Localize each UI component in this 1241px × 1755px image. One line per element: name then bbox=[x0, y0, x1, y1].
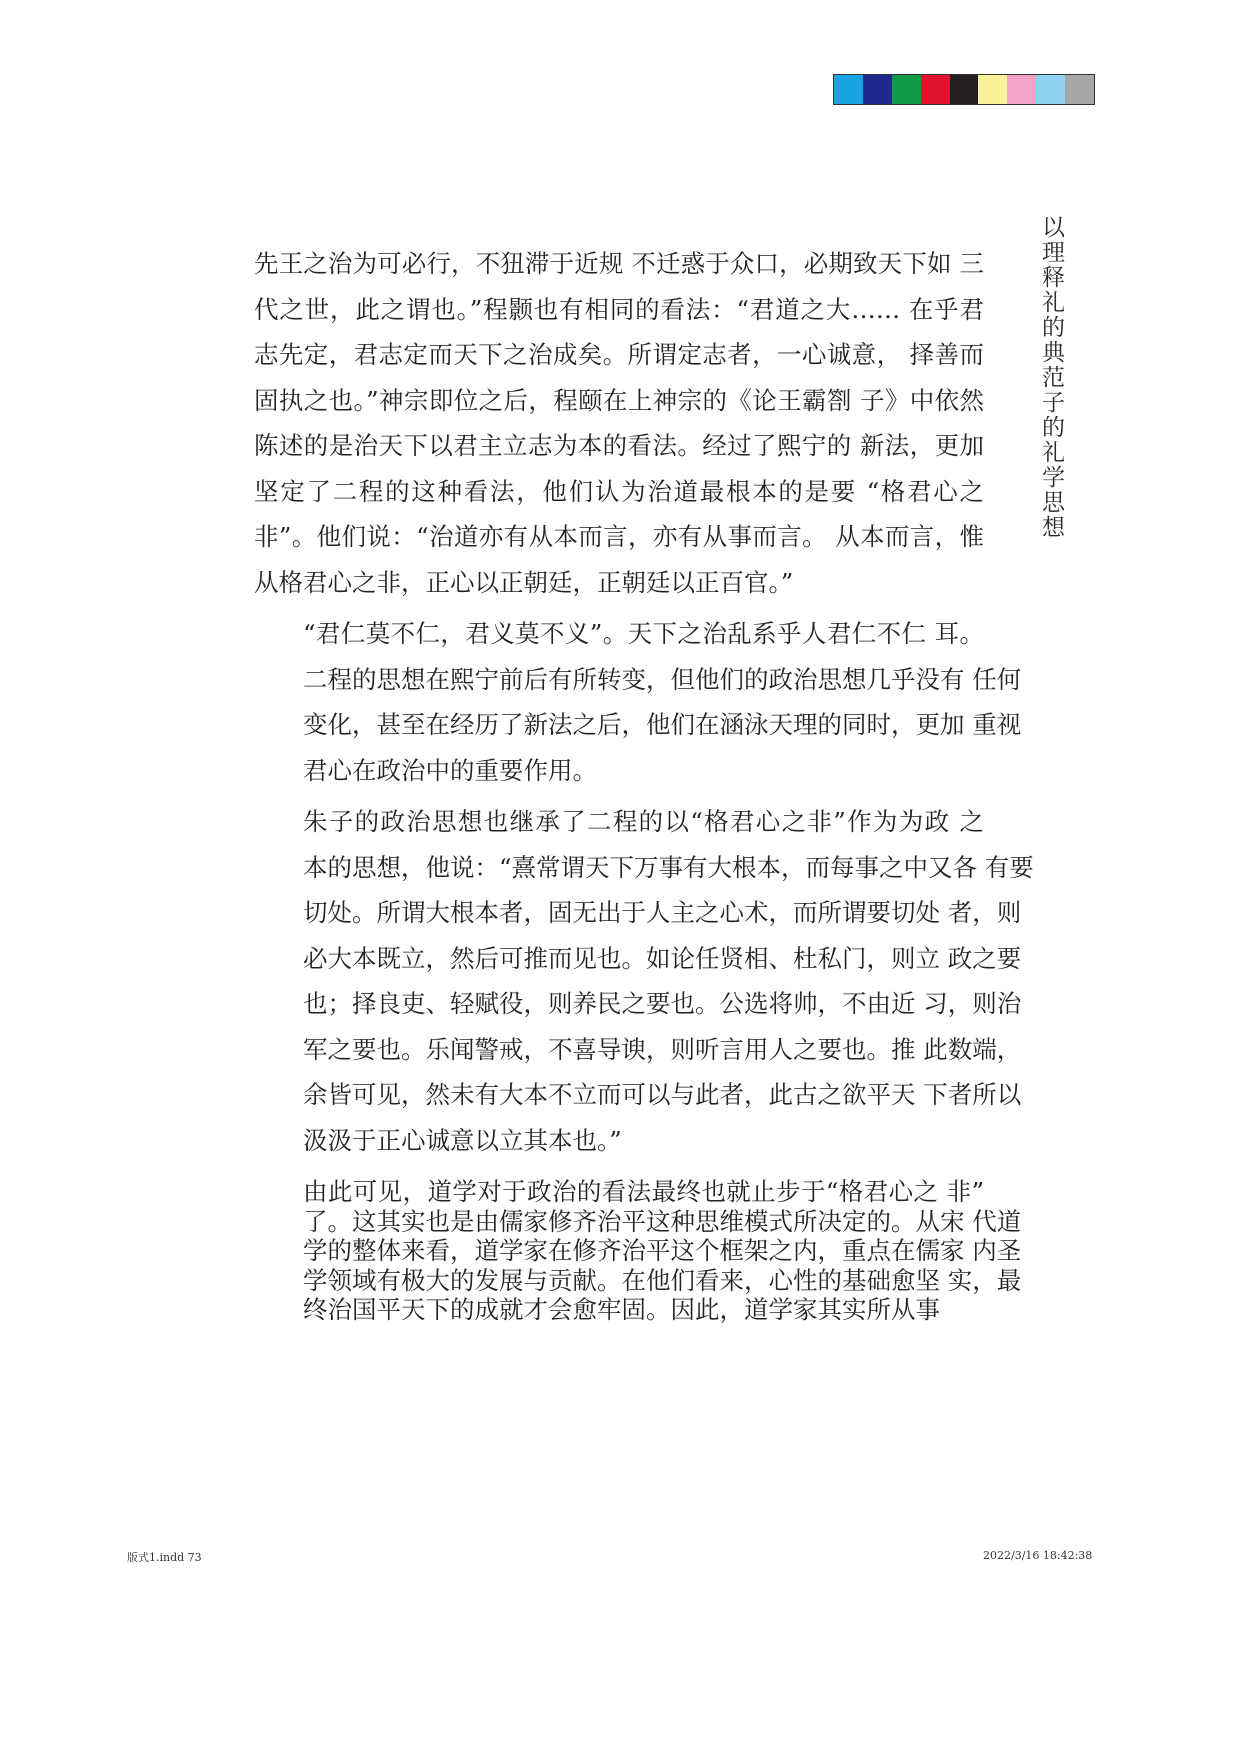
body-text bbox=[254, 241, 1034, 1325]
text-line: 终治国平天下的成就才会愈牢固。因此，道学家其实所从事 bbox=[303, 1295, 940, 1324]
text-line: 变化，甚至在经历了新法之后，他们在涵泳天理的同时，更加 重视 bbox=[303, 710, 1022, 739]
paragraph-4 bbox=[254, 1177, 1022, 1325]
color-swatch bbox=[892, 75, 921, 104]
text-line: 学领域有极大的发展与贡献。在他们看来，心性的基础愈坚 实，最 bbox=[303, 1265, 1022, 1295]
paragraph-1 bbox=[254, 241, 984, 605]
text-line: “君仁莫不仁，君义莫不义”。天下之治乱系乎人君仁不仁 耳。 bbox=[303, 619, 984, 648]
text-line: 余皆可见，然未有大本不立而可以与此者，此古之欲平天 下者所以 bbox=[303, 1080, 1022, 1109]
color-swatch bbox=[1036, 75, 1065, 104]
color-swatch bbox=[921, 75, 950, 104]
color-swatch bbox=[863, 75, 892, 104]
text-line: 二程的思想在熙宁前后有所转变，但他们的政治思想几乎没有 任何 bbox=[303, 664, 1022, 694]
paragraph-2 bbox=[254, 611, 1022, 793]
text-line: 君心在政治中的重要作用。 bbox=[303, 755, 597, 785]
text-line: 也；择良吏、轻赋役，则养民之要也。公选将帅，不由近 习，则治 bbox=[303, 989, 1022, 1018]
text-line: 坚定了二程的这种看法，他们认为治道最根本的是要 “格君心之 bbox=[254, 476, 984, 506]
text-line: 本的思想，他说：“熹常谓天下万事有大根本，而每事之中又各 有要 bbox=[303, 852, 1034, 882]
running-header-vertical: 以理释礼的典范子的礼学思想 bbox=[1038, 215, 1064, 540]
text-line: 代之世，此之谓也。”程颢也有相同的看法：“君道之大…… 在乎君 bbox=[254, 294, 984, 324]
text-line: 了。这其实也是由儒家修齐治平这种思维模式所决定的。从宋 代道 bbox=[303, 1206, 1022, 1236]
paragraph-3 bbox=[254, 799, 1034, 1163]
text-line: 学的整体来看，道学家在修齐治平这个框架之内，重点在儒家 内圣 bbox=[303, 1236, 1022, 1265]
text-line: 汲汲于正心诚意以立其本也。” bbox=[303, 1125, 622, 1155]
text-line: 先王之治为可必行，不狃滞于近规 不迁惑于众口，必期致天下如 三 bbox=[254, 249, 984, 278]
color-swatch bbox=[1007, 75, 1036, 104]
text-line: 陈述的是治天下以君主立志为本的看法。经过了熙宁的 新法，更加 bbox=[254, 431, 984, 460]
text-line: 非”。他们说：“治道亦有从本而言，亦有从事而言。 从本而言，惟 bbox=[254, 522, 984, 551]
text-line: 必大本既立，然后可推而见也。如论任贤相、杜私门，则立 政之要 bbox=[303, 943, 1022, 973]
text-line: 切处。所谓大根本者，固无出于人主之心术，而所谓要切处 者，则 bbox=[303, 898, 1022, 927]
text-line: 从格君心之非，正心以正朝廷，正朝廷以正百官。” bbox=[254, 567, 794, 597]
color-swatch bbox=[834, 75, 863, 104]
color-swatch bbox=[1065, 75, 1094, 104]
color-swatch bbox=[950, 75, 979, 104]
color-swatch bbox=[978, 75, 1007, 104]
color-calibration-bar bbox=[833, 74, 1095, 105]
text-line: 固执之也。”神宗即位之后，程颐在上神宗的《论王霸劄 子》中依然 bbox=[254, 385, 984, 415]
text-line: 军之要也。乐闻警戒，不喜导谀，则听言用人之要也。推 此数端， bbox=[303, 1034, 1022, 1064]
footer-file-name: 版式1.indd 73 bbox=[127, 1551, 202, 1564]
text-line: 志先定，君志定而天下之治成矣。所谓定志者，一心诚意， 择善而 bbox=[254, 340, 984, 369]
text-line: 朱子的政治思想也继承了二程的以“格君心之非”作为为政 之 bbox=[303, 807, 984, 836]
footer-timestamp: 2022/3/16 18:42:38 bbox=[983, 1549, 1093, 1562]
text-line: 由此可见，道学对于政治的看法最终也就止步于“格君心之 非” bbox=[303, 1177, 984, 1206]
